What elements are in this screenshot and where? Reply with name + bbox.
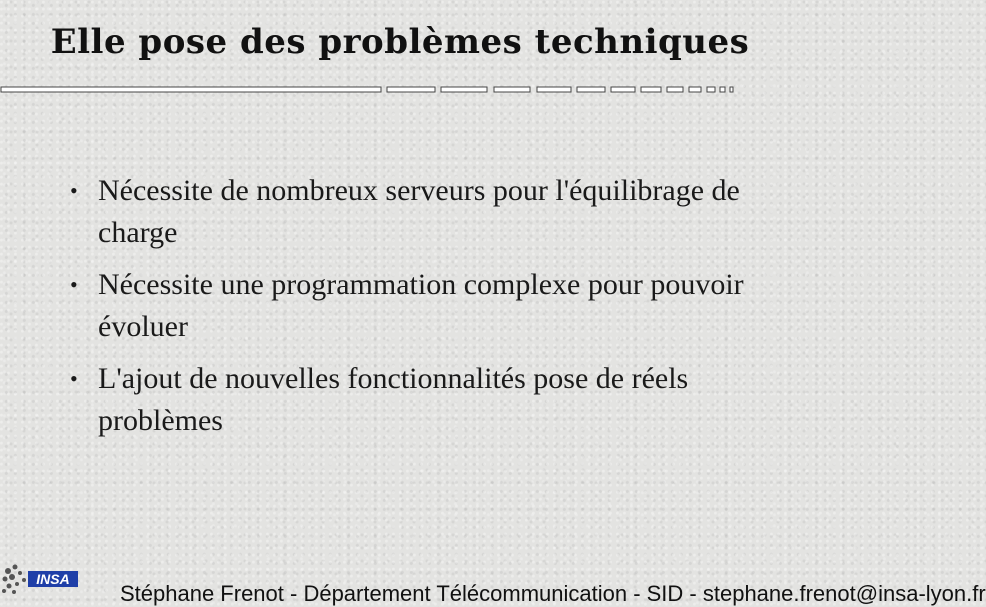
slide-title: Elle pose des problèmes techniques [50,22,750,62]
footer-text: Stéphane Frenot - Département Télécommunication - SID - stephane.frenot@insa-lyon.fr [120,581,986,606]
bullet-list [70,170,750,452]
bullet-icon: • [70,272,78,297]
logo-text: INSA [36,571,70,587]
bullet-text: Nécessite de nombreux serveurs pour l'équilibrage de charge [98,174,740,249]
bullet-item [70,358,750,442]
insa-logo [0,559,82,599]
bullet-text: L'ajout de nouvelles fonctionnalités pose de réels problèmes [98,362,689,437]
slide-footer [0,555,986,606]
bullet-text: Nécessite une programmation complexe pour pouvoir évoluer [98,268,744,343]
bullet-item [70,264,750,348]
bullet-icon: • [70,366,78,391]
bullet-item [70,170,750,254]
title-divider [0,86,740,94]
bullet-icon: • [70,178,78,203]
